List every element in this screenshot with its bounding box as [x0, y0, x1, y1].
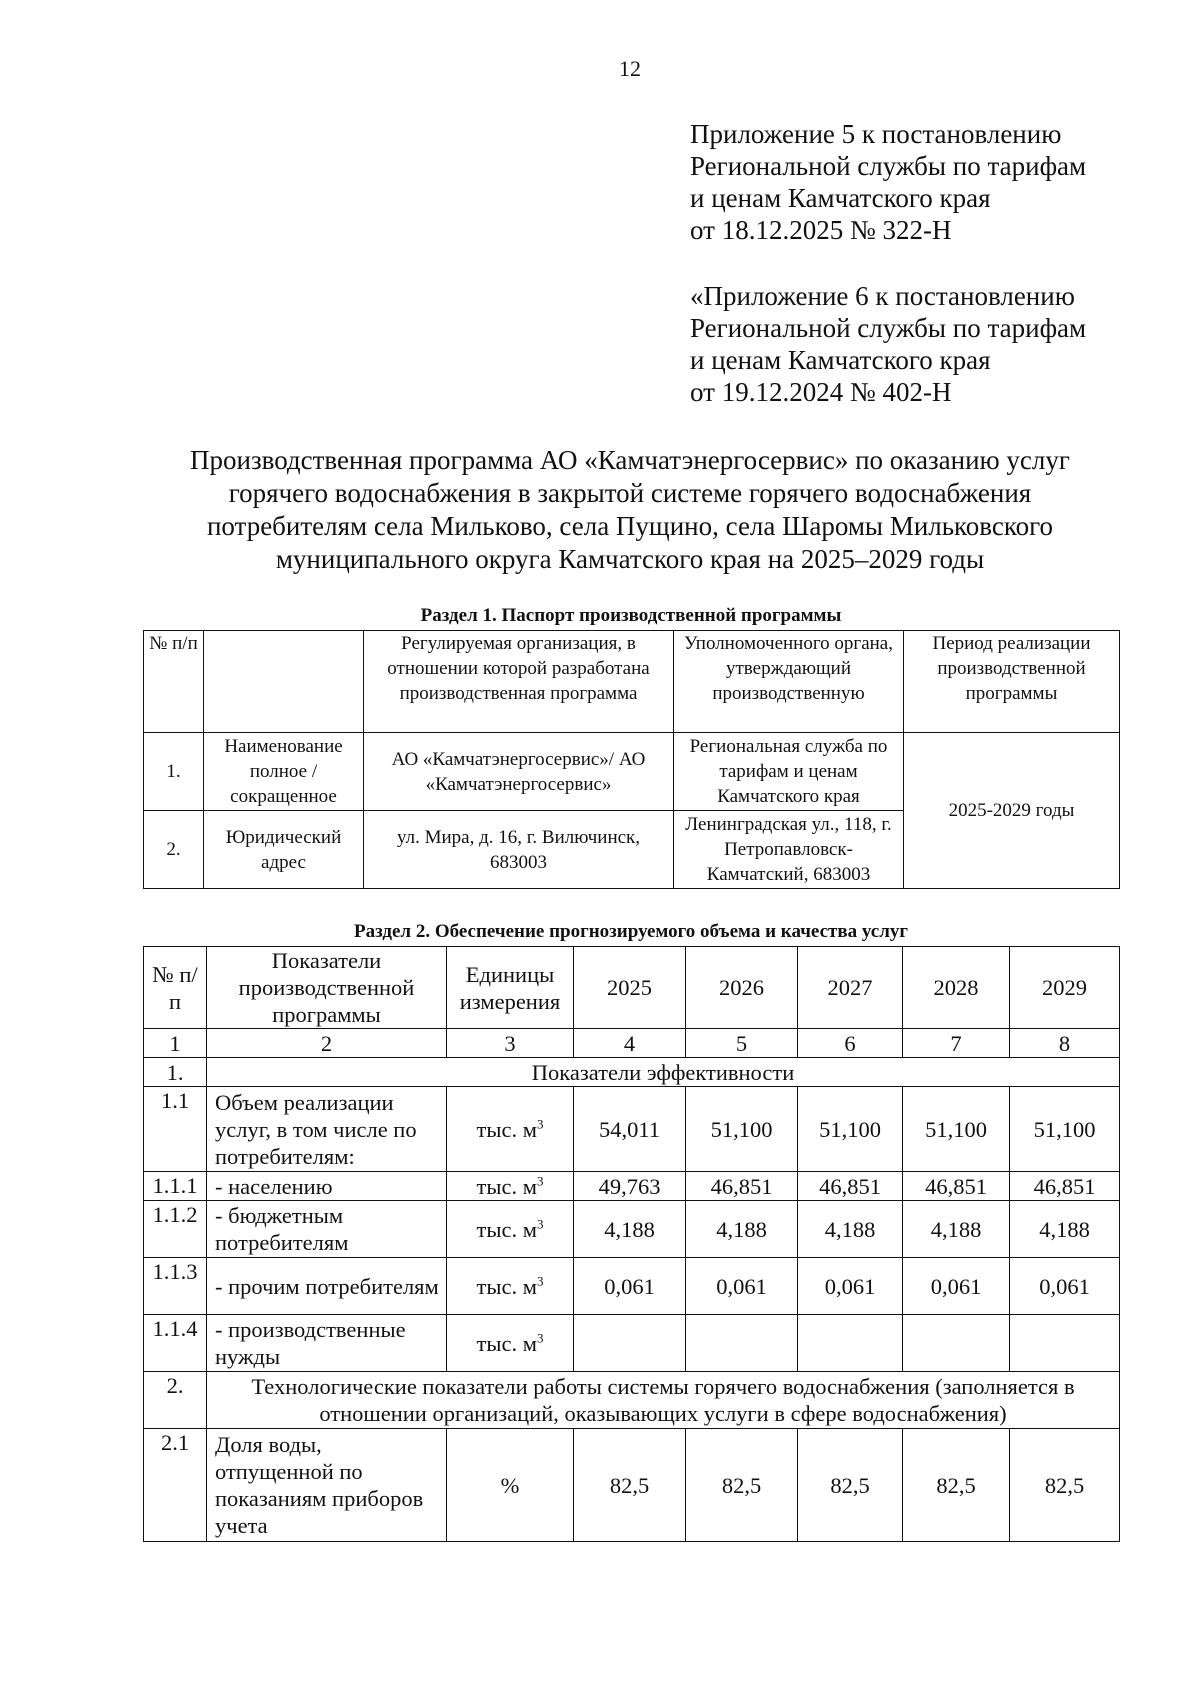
- row-org: АО «Камчатэнергосервис»/ АО «Камчатэнергосервис»: [364, 733, 674, 811]
- row-value: [798, 1315, 903, 1372]
- header-authority: Уполномоченного органа, утверждающий производственную: [674, 631, 904, 733]
- table-header-row: [144, 631, 1120, 733]
- table-row: [144, 1201, 1120, 1258]
- row-value: 46,851: [686, 1172, 798, 1201]
- col-number: 7: [903, 1029, 1010, 1058]
- row-value: 82,5: [903, 1429, 1010, 1542]
- appendix-amended-line: Региональной службы по тарифам: [690, 313, 1087, 343]
- row-value: [686, 1315, 798, 1372]
- header-num: № п/п: [144, 947, 207, 1029]
- row-value: 82,5: [574, 1429, 686, 1542]
- header-org: Регулируемая организация, в отношении которой разработана производственная программа: [364, 631, 674, 733]
- row-unit: [447, 1087, 574, 1172]
- row-num: 2.1: [144, 1429, 207, 1542]
- row-value: 51,100: [798, 1087, 903, 1172]
- row-label: - прочим потребителям: [207, 1258, 447, 1315]
- unit-superscript: 3: [536, 1330, 544, 1345]
- unit-text: тыс. м: [476, 1173, 537, 1199]
- appendix-amended-header: [690, 280, 1086, 408]
- title-line: Производственная программа АО «Камчатэнергосервис» по оказанию услуг: [190, 445, 1070, 475]
- row-value: 4,188: [798, 1201, 903, 1258]
- document-title: [100, 444, 1160, 576]
- row-num: 1.1.4: [144, 1315, 207, 1372]
- table-row: [144, 1087, 1120, 1172]
- header-indicator: Показатели производственной программы: [207, 947, 447, 1029]
- row-unit: [447, 1315, 574, 1372]
- appendix-amended-line: «Приложение 6 к постановлению: [690, 281, 1075, 311]
- period-value: 2025-2029 годы: [904, 733, 1120, 889]
- group-row: [144, 1058, 1120, 1087]
- row-num: 1.1: [144, 1087, 207, 1172]
- row-value: 4,188: [903, 1201, 1010, 1258]
- table-row: [144, 1315, 1120, 1372]
- section2-caption: Раздел 2. Обеспечение прогнозируемого объема и качества услуг: [353, 921, 909, 942]
- row-unit: [447, 1201, 574, 1258]
- row-num: 2.: [144, 811, 204, 889]
- row-value: 82,5: [1010, 1429, 1120, 1542]
- unit-superscript: 3: [536, 1273, 544, 1288]
- header-year: 2027: [798, 947, 903, 1029]
- header-num: № п/п: [144, 631, 204, 733]
- title-line: муниципального округа Камчатского края на 2025–2029 годы: [275, 544, 985, 574]
- group-label: Показатели эффективности: [207, 1058, 1120, 1087]
- indicators-table: [143, 946, 1120, 1542]
- row-num: 1.1.2: [144, 1201, 207, 1258]
- row-num: 1.: [144, 733, 204, 811]
- appendix-current-line: и ценам Камчатского края: [690, 183, 991, 213]
- row-unit: %: [447, 1429, 574, 1542]
- row-value: 0,061: [574, 1258, 686, 1315]
- row-label: - производственные нужды: [207, 1315, 447, 1372]
- header-unit: Единицы измерения: [447, 947, 574, 1029]
- appendix-amended-line: и ценам Камчатского края: [690, 345, 991, 375]
- row-value: 46,851: [1010, 1172, 1120, 1201]
- header-year: 2025: [574, 947, 686, 1029]
- page-number: 12: [619, 56, 641, 81]
- group-num: 2.: [144, 1372, 207, 1429]
- unit-text: тыс. м: [476, 1116, 537, 1142]
- appendix-current-line: Региональной службы по тарифам: [690, 151, 1087, 181]
- header-empty: [204, 631, 364, 733]
- row-authority: Ленинградская ул., 118, г. Петропавловск-Камчатский, 683003: [674, 811, 904, 889]
- group-label: Технологические показатели работы системы горячего водоснабжения (заполняется в отношении организаций, оказывающих услуги в сфере водоснабжения): [207, 1372, 1120, 1429]
- unit-text: тыс. м: [476, 1273, 537, 1299]
- table-row: [144, 1172, 1120, 1201]
- col-number: 5: [686, 1029, 798, 1058]
- header-year: 2028: [903, 947, 1010, 1029]
- header-year: 2029: [1010, 947, 1120, 1029]
- col-number: 8: [1010, 1029, 1120, 1058]
- row-label: Объем реализации услуг, в том числе по потребителям:: [207, 1087, 447, 1172]
- col-number: 6: [798, 1029, 903, 1058]
- row-value: 82,5: [686, 1429, 798, 1542]
- unit-superscript: 3: [536, 1173, 544, 1188]
- row-value: 49,763: [574, 1172, 686, 1201]
- unit-text: тыс. м: [476, 1216, 537, 1242]
- row-value: [903, 1315, 1010, 1372]
- row-label: Юридический адрес: [204, 811, 364, 889]
- header-year: 2026: [686, 947, 798, 1029]
- row-value: 82,5: [798, 1429, 903, 1542]
- row-label: - бюджетным потребителям: [207, 1201, 447, 1258]
- group-row: [144, 1372, 1120, 1429]
- title-line: потребителям села Мильково, села Пущино, села Шаромы Мильковского: [206, 511, 1054, 541]
- appendix-current-line: Приложение 5 к постановлению: [690, 119, 1062, 149]
- row-num: 1.1.3: [144, 1258, 207, 1315]
- row-org: ул. Мира, д. 16, г. Вилючинск, 683003: [364, 811, 674, 889]
- row-value: 51,100: [686, 1087, 798, 1172]
- appendix-current-line: от 18.12.2025 № 322-Н: [690, 215, 952, 245]
- unit-superscript: 3: [536, 1216, 544, 1231]
- row-value: 0,061: [798, 1258, 903, 1315]
- passport-table: [143, 630, 1120, 889]
- row-value: 4,188: [1010, 1201, 1120, 1258]
- unit-text: тыс. м: [476, 1330, 537, 1356]
- row-value: 51,100: [903, 1087, 1010, 1172]
- table-header-row: [144, 947, 1120, 1029]
- header-period: Период реализации производственной программы: [904, 631, 1120, 733]
- row-value: 0,061: [1010, 1258, 1120, 1315]
- row-unit: [447, 1258, 574, 1315]
- row-value: 0,061: [686, 1258, 798, 1315]
- row-label: - населению: [207, 1172, 447, 1201]
- col-number: 3: [447, 1029, 574, 1058]
- col-number: 1: [144, 1029, 207, 1058]
- row-num: 1.1.1: [144, 1172, 207, 1201]
- row-value: 4,188: [686, 1201, 798, 1258]
- row-unit: [447, 1172, 574, 1201]
- row-value: 0,061: [903, 1258, 1010, 1315]
- row-label: Наименование полное / сокращенное: [204, 733, 364, 811]
- col-number: 2: [207, 1029, 447, 1058]
- row-value: 54,011: [574, 1087, 686, 1172]
- row-authority: Региональная служба по тарифам и ценам Камчатского края: [674, 733, 904, 811]
- table-row: [144, 733, 1120, 811]
- col-number: 4: [574, 1029, 686, 1058]
- table-row: [144, 1429, 1120, 1542]
- row-value: 4,188: [574, 1201, 686, 1258]
- group-num: 1.: [144, 1058, 207, 1087]
- table-row: [144, 1258, 1120, 1315]
- row-value: [1010, 1315, 1120, 1372]
- title-line: горячего водоснабжения в закрытой системе горячего водоснабжения: [228, 478, 1032, 508]
- row-value: 51,100: [1010, 1087, 1120, 1172]
- row-value: 46,851: [798, 1172, 903, 1201]
- row-value: [574, 1315, 686, 1372]
- appendix-current-header: [690, 118, 1086, 246]
- row-value: 46,851: [903, 1172, 1010, 1201]
- section1-caption: Раздел 1. Паспорт производственной программы: [420, 605, 842, 626]
- row-label: Доля воды, отпущенной по показаниям приборов учета: [207, 1429, 447, 1542]
- unit-superscript: 3: [536, 1116, 544, 1131]
- appendix-amended-line: от 19.12.2024 № 402-Н: [690, 377, 952, 407]
- column-number-row: [144, 1029, 1120, 1058]
